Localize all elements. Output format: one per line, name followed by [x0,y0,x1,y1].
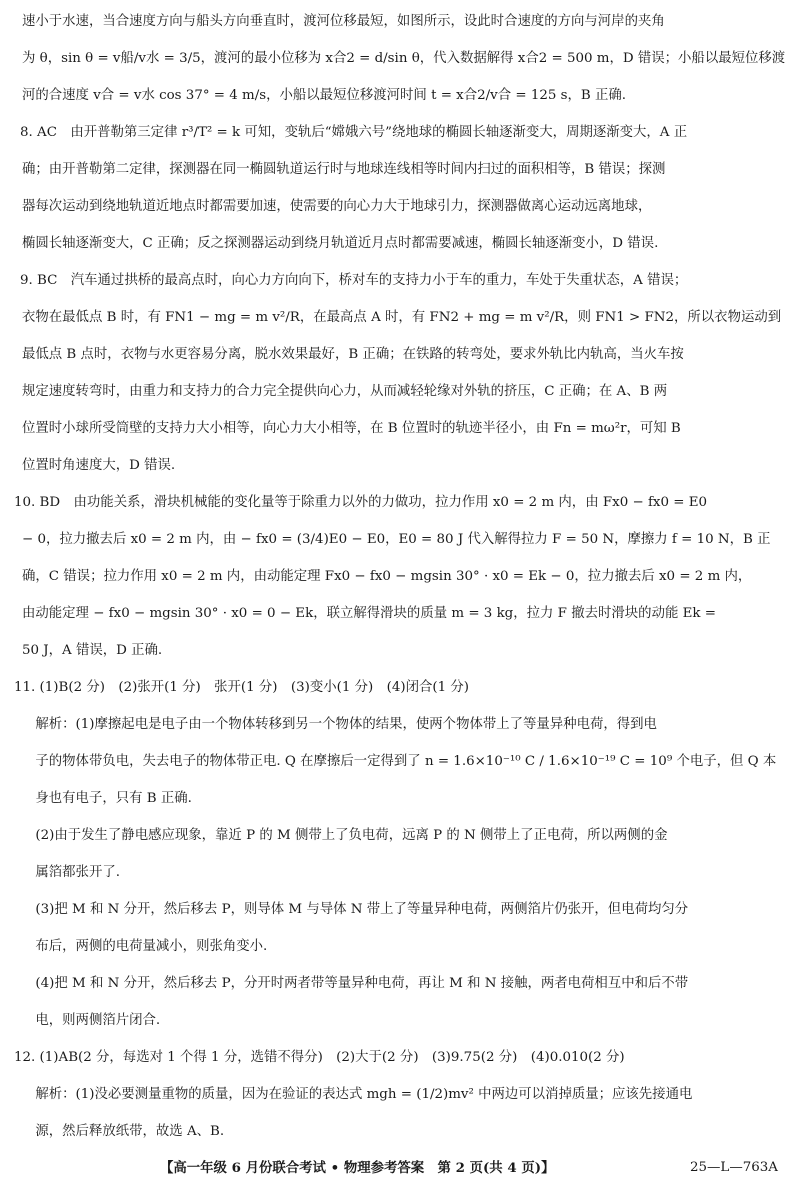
page-footer [0,1148,800,1188]
text-line: 衣物在最低点 B 时，有 FN1 − mg = m v²/R，在最高点 A 时，有 FN2 + mg = m v²/R，则 FN1 > FN2，所以衣物运动到 [22,310,782,325]
text-line: 50 J，A 错误，D 正确. [22,643,163,658]
text-line: (2)由于发生了静电感应现象，靠近 P 的 M 侧带上了负电荷，远离 P 的 N 侧带上了正电荷，所以两侧的金 [22,828,668,843]
text-line: 确，C 错误；拉力作用 x0 = 2 m 内，由动能定理 Fx0 − fx0 − mgsin 30° · x0 = Ek − 0，拉力撤去后 x0 = 2 m 内， [22,569,752,584]
text-line: 属箔都张开了. [22,865,120,880]
text-line: 确；由开普勒第二定律，探测器在同一椭圆轨道运行时与地球连线相等时间内扫过的面积相等，B 错误；探测 [22,162,666,177]
text-line: 8. AC 由开普勒第三定律 r³/T² = k 可知，变轨后“嫦娥六号”绕地球的椭圆长轴逐渐变大，周期逐渐变大，A 正 [20,125,688,140]
text-line: 电，则两侧箔片闭合. [22,1013,161,1028]
text-line: − 0，拉力撤去后 x0 = 2 m 内，由 − fx0 = (3/4)E0 − E0，E0 = 80 J 代入解得拉力 F = 50 N，摩擦力 f = 10 N，B 正 [22,532,771,547]
text-line: 12. (1)AB(2 分，每选对 1 个得 1 分，选错不得分) (2)大于(2 分) (3)9.75(2 分) (4)0.010(2 分) [14,1050,625,1065]
text-line: 9. BC 汽车通过拱桥的最高点时，向心力方向向下，桥对车的支持力小于车的重力，车处于失重状态，A 错误； [20,273,688,288]
text-line: 器每次运动到绕地轨道近地点时都需要加速，使需要的向心力大于地球引力，探测器做离心运动远离地球， [22,199,652,214]
text-line: 规定速度转弯时，由重力和支持力的合力完全提供向心力，从而减轻轮缘对外轨的挤压，C 正确；在 A、B 两 [22,384,668,399]
text-line: (3)把 M 和 N 分开，然后移去 P，则导体 M 与导体 N 带上了等量异种电荷，两侧箔片仍张开，但电荷均匀分 [22,902,689,917]
text-line: 为 θ，sin θ = v船/v水 = 3/5，渡河的最小位移为 x合2 = d/sin θ，代入数据解得 x合2 = 500 m，D 错误；小船以最短位移渡 [22,51,786,66]
text-line: (4)把 M 和 N 分开，然后移去 P，分开时两者带等量异种电荷，再让 M 和 N 接触，两者电荷相互中和后不带 [22,976,689,991]
text-line: 10. BD 由功能关系，滑块机械能的变化量等于除重力以外的力做功，拉力作用 x0 = 2 m 内，由 Fx0 − fx0 = E0 [14,495,707,510]
text-line: 布后，两侧的电荷量减小，则张角变小. [22,939,268,954]
text-line: 位置时角速度大，D 错误. [22,458,176,473]
text-line: 由动能定理 − fx0 − mgsin 30° · x0 = 0 − Ek，联立解得滑块的质量 m = 3 kg，拉力 F 撤去时滑块的动能 Ek = [22,606,716,621]
text-line: 源，然后释放纸带，故选 A、B. [22,1124,225,1139]
text-line: 椭圆长轴逐渐变大，C 正确；反之探测器运动到绕月轨道近月点时都需要减速，椭圆长轴逐渐变小，D 错误. [22,236,659,251]
text-line: 解析：(1)摩擦起电是电子由一个物体转移到另一个物体的结果，使两个物体带上了等量异种电荷，得到电 [22,717,657,732]
text-line: 解析：(1)没必要测量重物的质量，因为在验证的表达式 mgh = (1/2)mv² 中两边可以消掉质量；应该先接通电 [22,1087,693,1102]
text-line: 位置时小球所受筒壁的支持力大小相等，向心力大小相等，在 B 位置时的轨迹半径小，由 Fn = mω²r，可知 B [22,421,681,436]
footer-title: 【高一年级 6 月份联合考试 • 物理参考答案 第 2 页(共 4 页)】 [160,1160,555,1176]
text-line: 身也有电子，只有 B 正确. [22,791,192,806]
footer-code: 25—L—763A [690,1160,778,1175]
text-line: 最低点 B 点时，衣物与水更容易分离，脱水效果最好，B 正确；在铁路的转弯处，要求外轨比内轨高，当火车按 [22,347,684,362]
text-line: 河的合速度 v合 = v水 cos 37° = 4 m/s，小船以最短位移渡河时间 t = x合2/v合 = 125 s，B 正确. [22,88,627,103]
text-line: 速小于水速，当合速度方向与船头方向垂直时，渡河位移最短，如图所示，设此时合速度的方向与河岸的夹角 [22,14,665,29]
text-line: 子的物体带负电，失去电子的物体带正电. Q 在摩擦后一定得到了 n = 1.6×10⁻¹⁰ C / 1.6×10⁻¹⁹ C = 10⁹ 个电子，但 Q 本 [22,754,777,769]
text-line: 11. (1)B(2 分) (2)张开(1 分) 张开(1 分) (3)变小(1 分) (4)闭合(1 分) [14,680,470,695]
